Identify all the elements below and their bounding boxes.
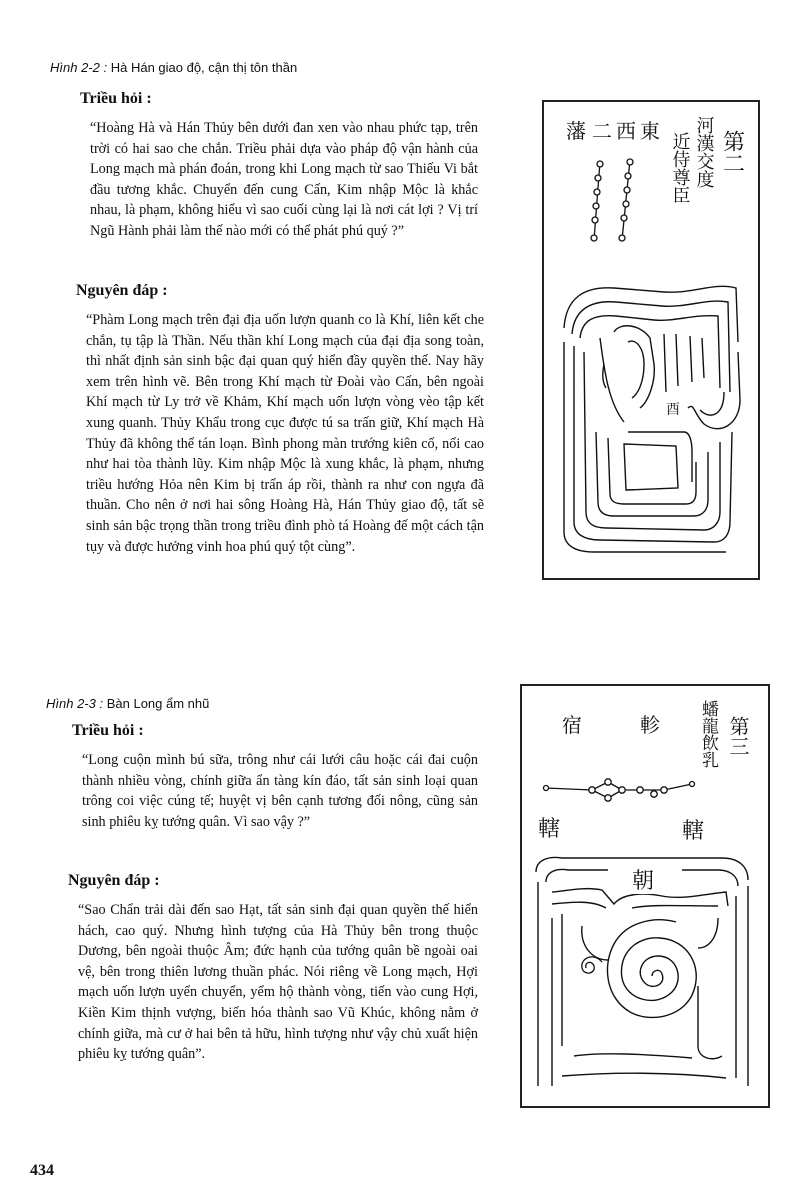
- fig2-side-label-left: 轄: [538, 817, 561, 842]
- figure-2-3-diagram: [520, 684, 770, 1108]
- fig1-star-label-fan: 藩: [566, 119, 586, 143]
- fig1-terrain: [564, 286, 740, 552]
- figure-caption-2-2: [50, 60, 297, 75]
- fig2-center-label: 朝: [632, 869, 655, 894]
- answer-paragraph: “Phàm Long mạch trên đại địa uốn lượn quanh co là Khí, liên kết che chắn, tụ tập là Thần. Nếu thần khí Long mạch của đại địa song toàn, thì nhất định sản sinh bậc đại quan quý hiển đầy quyền thế. Nay hãy xem trên hình vẽ. Bên trong Khí mạch từ Đoài vào Cấn, bên ngoài Khí mạch từ Ly trở về Khảm, Khí mạch uốn lượn vòng vèo tập kết xung quanh. Thủy Khẩu trong cục được tú sa trấn giữ, Khí mạch Hà Thủy đã không thể tán loạn. Bình phong màn trướng kiên cố, nổi cao như hai tòa thành lũy. Kim nhập Mộc là xung khắc, là phạm, nhưng triều hướng Hỏa nên Kim bị trấn áp rồi, thành ra như con ngựa đã thuần. Cho nên ở nơi hai sông Hoàng Hà, Hán Thủy giao độ, tất sẽ sinh sản bậc trọng thần trong triều đình phò tá Hoàng đế một cách tận tụy và được hưởng vinh hoa phú quý tột cùng”.: [86, 312, 484, 555]
- figure-2-2-diagram: [542, 100, 760, 580]
- fig2-spiral: [607, 920, 696, 1018]
- question-heading: Triều hỏi :: [72, 722, 144, 739]
- fig1-inner-label: 酉: [666, 402, 680, 418]
- fig2-small-spiral: [582, 957, 602, 973]
- fig2-title-col2: 蟠龍飲乳: [698, 700, 718, 768]
- answer-heading: Nguyên đáp :: [76, 282, 168, 299]
- fig1-star-label-east: 東: [640, 119, 660, 143]
- fig2-side-label-right: 轄: [682, 819, 705, 844]
- figure-label: Hình 2-3 :: [46, 696, 104, 711]
- figure-caption-2-3: [46, 696, 209, 711]
- answer-paragraph: “Sao Chẩn trải dài đến sao Hạt, tất sản sinh đại quan quyền thế hiển hách, cao quý. Nhưng hình tượng của Hà Thủy bên trong thuộc Dương, bên ngoài thuộc Âm; đức hạnh của tướng quân bề ngoài oai vệ, bên trong thiên lương thuần phác. Nói riêng về Long mạch, Hợi mạch uốn lượn uyển chuyển, yểm hộ thành vòng, tiến vào cung Hợi, Kiền Kim thịnh vượng, biến hóa thành sao Vũ Khúc, không nằm ở chính giữa, mà cư ở hai bên tả hữu, hình tượng như vậy chủ xuất hiện phiêu kỵ tướng quân”.: [78, 902, 478, 1063]
- fig1-star-label-two: 二: [592, 119, 612, 143]
- answer-heading: Nguyên đáp :: [68, 872, 160, 889]
- fig1-title-col1: 第二: [719, 130, 745, 174]
- fig1-star-chain-left: [591, 161, 603, 241]
- fig2-star-connection: [544, 779, 695, 801]
- question-paragraph: “Long cuộn mình bú sữa, trông như cái lưới câu hoặc cái đai cuộn thành nhiều vòng, chính giữa ẩn tàng kín đáo, tất sản sinh loại quan trông coi việc cúng tế; huyệt vị bên cạnh tương đối nông, cũng sản sinh phiêu kỵ tướng quân. Vì sao vậy ?”: [82, 752, 478, 830]
- question-paragraph: “Hoàng Hà và Hán Thủy bên dưới đan xen vào nhau phức tạp, trên trời có hai sao che chắn. Triều phải dựa vào pháp độ vận hành của Long mạch mà phán đoán, trong khi Long mạch từ sao Thiếu Vi bắt đầu tương khắc. Chuyển đến cung Cấn, Kim nhập Mộc là khắc nhau, là phạm, không hiểu vì sao cuối cùng lại là nơi cát lợi ? Vị trí Ngũ Hành phải làm thế nào mới có thể phát phú quý ?”: [90, 120, 478, 239]
- figure-2-2-drawing: [544, 102, 758, 578]
- question-heading: Triều hỏi :: [80, 90, 152, 107]
- figure-label: Hình 2-2 :: [50, 60, 108, 75]
- fig1-star-chain-right: [619, 159, 633, 241]
- page-number: 434: [30, 1162, 54, 1179]
- fig2-top-label-1: 宿: [562, 713, 582, 737]
- fig1-title-col3: 近侍尊臣: [669, 132, 691, 204]
- fig1-star-label-west: 西: [616, 119, 636, 143]
- figure-title: Bàn Long ẩm nhũ: [106, 696, 210, 711]
- fig2-top-label-2: 軫: [640, 713, 660, 737]
- figure-title: Hà Hán giao độ, cận thị tôn thần: [110, 60, 298, 75]
- figure-2-3-drawing: [522, 686, 768, 1106]
- fig1-title-col2: 河漢交度: [693, 116, 715, 188]
- fig2-title-col1: 第三: [726, 716, 750, 756]
